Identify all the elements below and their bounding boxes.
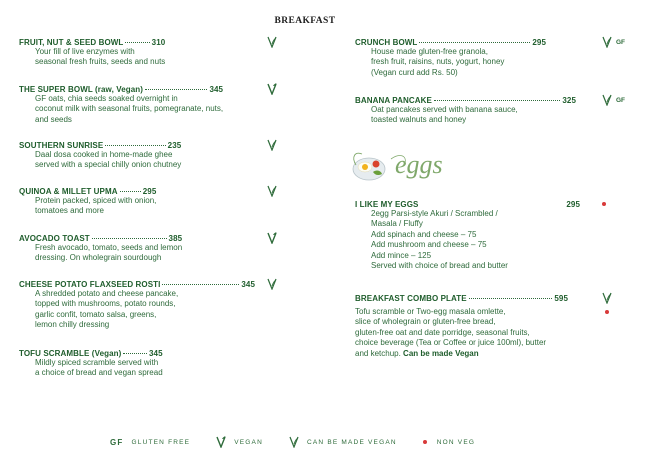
- can-be-vegan-icon: [602, 292, 612, 304]
- item-description: Fresh avocado, tomato, seeds and lemon dressing. On wholegrain sourdough: [35, 243, 183, 263]
- item-description: A shredded potato and cheese pancake, topped with mushrooms, potato rounds, garlic confit, tomato salsa, greens, lemon chilly dressing: [35, 289, 179, 330]
- item-name: BANANA PANCAKE: [355, 96, 432, 105]
- menu-item-super-bowl: [19, 85, 223, 125]
- legend-label: VEGAN: [234, 438, 263, 446]
- can-be-vegan-icon: [267, 185, 277, 197]
- legend-label: GLUTEN FREE: [131, 438, 191, 446]
- item-price: 325: [562, 96, 576, 105]
- can-be-vegan-icon: [267, 36, 277, 48]
- item-price: 295: [566, 200, 580, 209]
- leader-dots: [162, 284, 239, 285]
- vegan-icon: [267, 232, 277, 244]
- diet-marks: [267, 139, 277, 151]
- menu-item-banana-pancake: [355, 96, 626, 126]
- legend-label: CAN BE MADE VEGAN: [307, 438, 397, 446]
- item-price: 595: [554, 294, 568, 303]
- item-description: Mildly spiced scramble served with a choice of bread and vegan spread: [35, 358, 163, 378]
- leader-dots: [125, 42, 149, 43]
- item-name: AVOCADO TOAST: [19, 234, 90, 243]
- item-description: GF oats, chia seeds soaked overnight in coconut milk with seasonal fruits, pomegranate, nuts, and seeds: [35, 94, 224, 124]
- item-name: QUINOA & MILLET UPMA: [19, 187, 118, 196]
- diet-legend: [110, 436, 501, 448]
- item-name: THE SUPER BOWL (raw, Vegan): [19, 85, 144, 94]
- menu-item-quinoa-millet-upma: [19, 187, 156, 217]
- leader-dots: [469, 298, 553, 299]
- legend-can-be-vegan: [289, 436, 397, 448]
- diet-marks: [267, 278, 277, 290]
- page-title: BREAKFAST: [274, 16, 336, 26]
- can-be-vegan-icon: [602, 36, 612, 48]
- gluten-free-mark: GF: [110, 437, 124, 447]
- item-name: FRUIT, NUT & SEED BOWL: [19, 38, 124, 47]
- menu-item-breakfast-combo-plate: [355, 294, 568, 359]
- item-name: I LIKE MY EGGS: [355, 200, 419, 209]
- item-price: 345: [241, 280, 255, 289]
- can-be-vegan-icon: [602, 94, 612, 106]
- leader-dots: [120, 191, 141, 192]
- item-price: 310: [151, 38, 166, 47]
- item-price: 295: [532, 38, 546, 47]
- legend-non-veg: [423, 439, 475, 446]
- menu-item-tofu-scramble: [19, 349, 163, 379]
- diet-marks: [602, 292, 612, 314]
- can-be-vegan-icon: [267, 139, 277, 151]
- menu-item-i-like-my-eggs: [355, 200, 580, 271]
- menu-item-crunch-bowl: [355, 38, 626, 78]
- item-price: 345: [209, 85, 224, 94]
- diet-marks: [267, 83, 277, 95]
- item-name: TOFU SCRAMBLE (Vegan): [19, 349, 122, 358]
- can-be-vegan-icon: [267, 278, 277, 290]
- tomato-icon: [373, 161, 380, 168]
- diet-marks: [602, 202, 606, 206]
- eggs-illustration: [347, 145, 527, 190]
- item-name: BREAKFAST COMBO PLATE: [355, 294, 467, 303]
- leader-dots: [145, 89, 207, 90]
- diet-marks: [267, 185, 277, 197]
- item-description: Daal dosa cooked in home-made ghee served with a special chilly onion chutney: [35, 150, 182, 170]
- item-name: SOUTHERN SUNRISE: [19, 141, 104, 150]
- diet-marks: [602, 94, 625, 106]
- menu-item-fruit-nut-seed-bowl: [19, 38, 165, 68]
- item-price: 345: [149, 349, 163, 358]
- gluten-free-mark: GF: [616, 38, 626, 46]
- non-veg-dot-icon: [605, 310, 609, 314]
- eggs-script-word: eggs: [395, 150, 443, 179]
- egg-yolk-icon: [362, 164, 368, 170]
- gluten-free-mark: GF: [616, 96, 626, 104]
- item-description: 2egg Parsi-style Akuri / Scrambled / Masala / Fluffy Add spinach and cheese – 75 Add mushroom and cheese – 75 Add mince – 125 Served with choice of bread and butter: [371, 209, 508, 271]
- menu-item-southern-sunrise: [19, 141, 181, 171]
- item-price: 295: [142, 187, 157, 196]
- item-description: Protein packed, spiced with onion, tomatoes and more: [35, 196, 157, 216]
- diet-marks: [267, 232, 277, 244]
- item-description: Your fill of live enzymes with seasonal fresh fruits, seeds and nuts: [35, 47, 166, 67]
- item-description: Oat pancakes served with banana sauce, toasted walnuts and honey: [371, 105, 518, 125]
- vegan-icon: [267, 83, 277, 95]
- vegan-option-note: Can be made Vegan: [403, 348, 479, 358]
- diet-marks: [602, 36, 625, 48]
- diet-marks: [267, 36, 277, 48]
- item-price: 235: [167, 141, 182, 150]
- non-veg-dot-icon: [423, 440, 427, 444]
- leader-dots: [419, 42, 530, 43]
- item-description: House made gluten-free granola, fresh fruit, raisins, nuts, yogurt, honey (Vegan curd add Rs. 50): [371, 47, 505, 77]
- leader-dots: [92, 238, 167, 239]
- legend-gluten-free: [110, 438, 190, 447]
- legend-label: NON VEG: [436, 438, 476, 446]
- vegan-icon: [216, 436, 226, 448]
- menu-item-cheese-potato-rosti: [19, 280, 255, 331]
- item-name: CRUNCH BOWL: [355, 38, 418, 47]
- item-description: Tofu scramble or Two-egg masala omlette, slice of wholegrain or gluten-free bread, gluten-free oat and date porridge, seasonal fruits, choice beverage (Tea or Coffee or juice 100ml), butter and ketchup. Can be made Vegan: [355, 307, 547, 358]
- leader-dots: [434, 100, 560, 101]
- leader-dots: [105, 145, 165, 146]
- leader-dots: [123, 353, 147, 354]
- menu-item-avocado-toast: [19, 234, 182, 264]
- legend-vegan: [216, 436, 263, 448]
- item-price: 385: [168, 234, 183, 243]
- can-be-vegan-icon: [289, 436, 299, 448]
- item-name: CHEESE POTATO FLAXSEED ROSTI: [19, 280, 161, 289]
- non-veg-dot-icon: [602, 202, 606, 206]
